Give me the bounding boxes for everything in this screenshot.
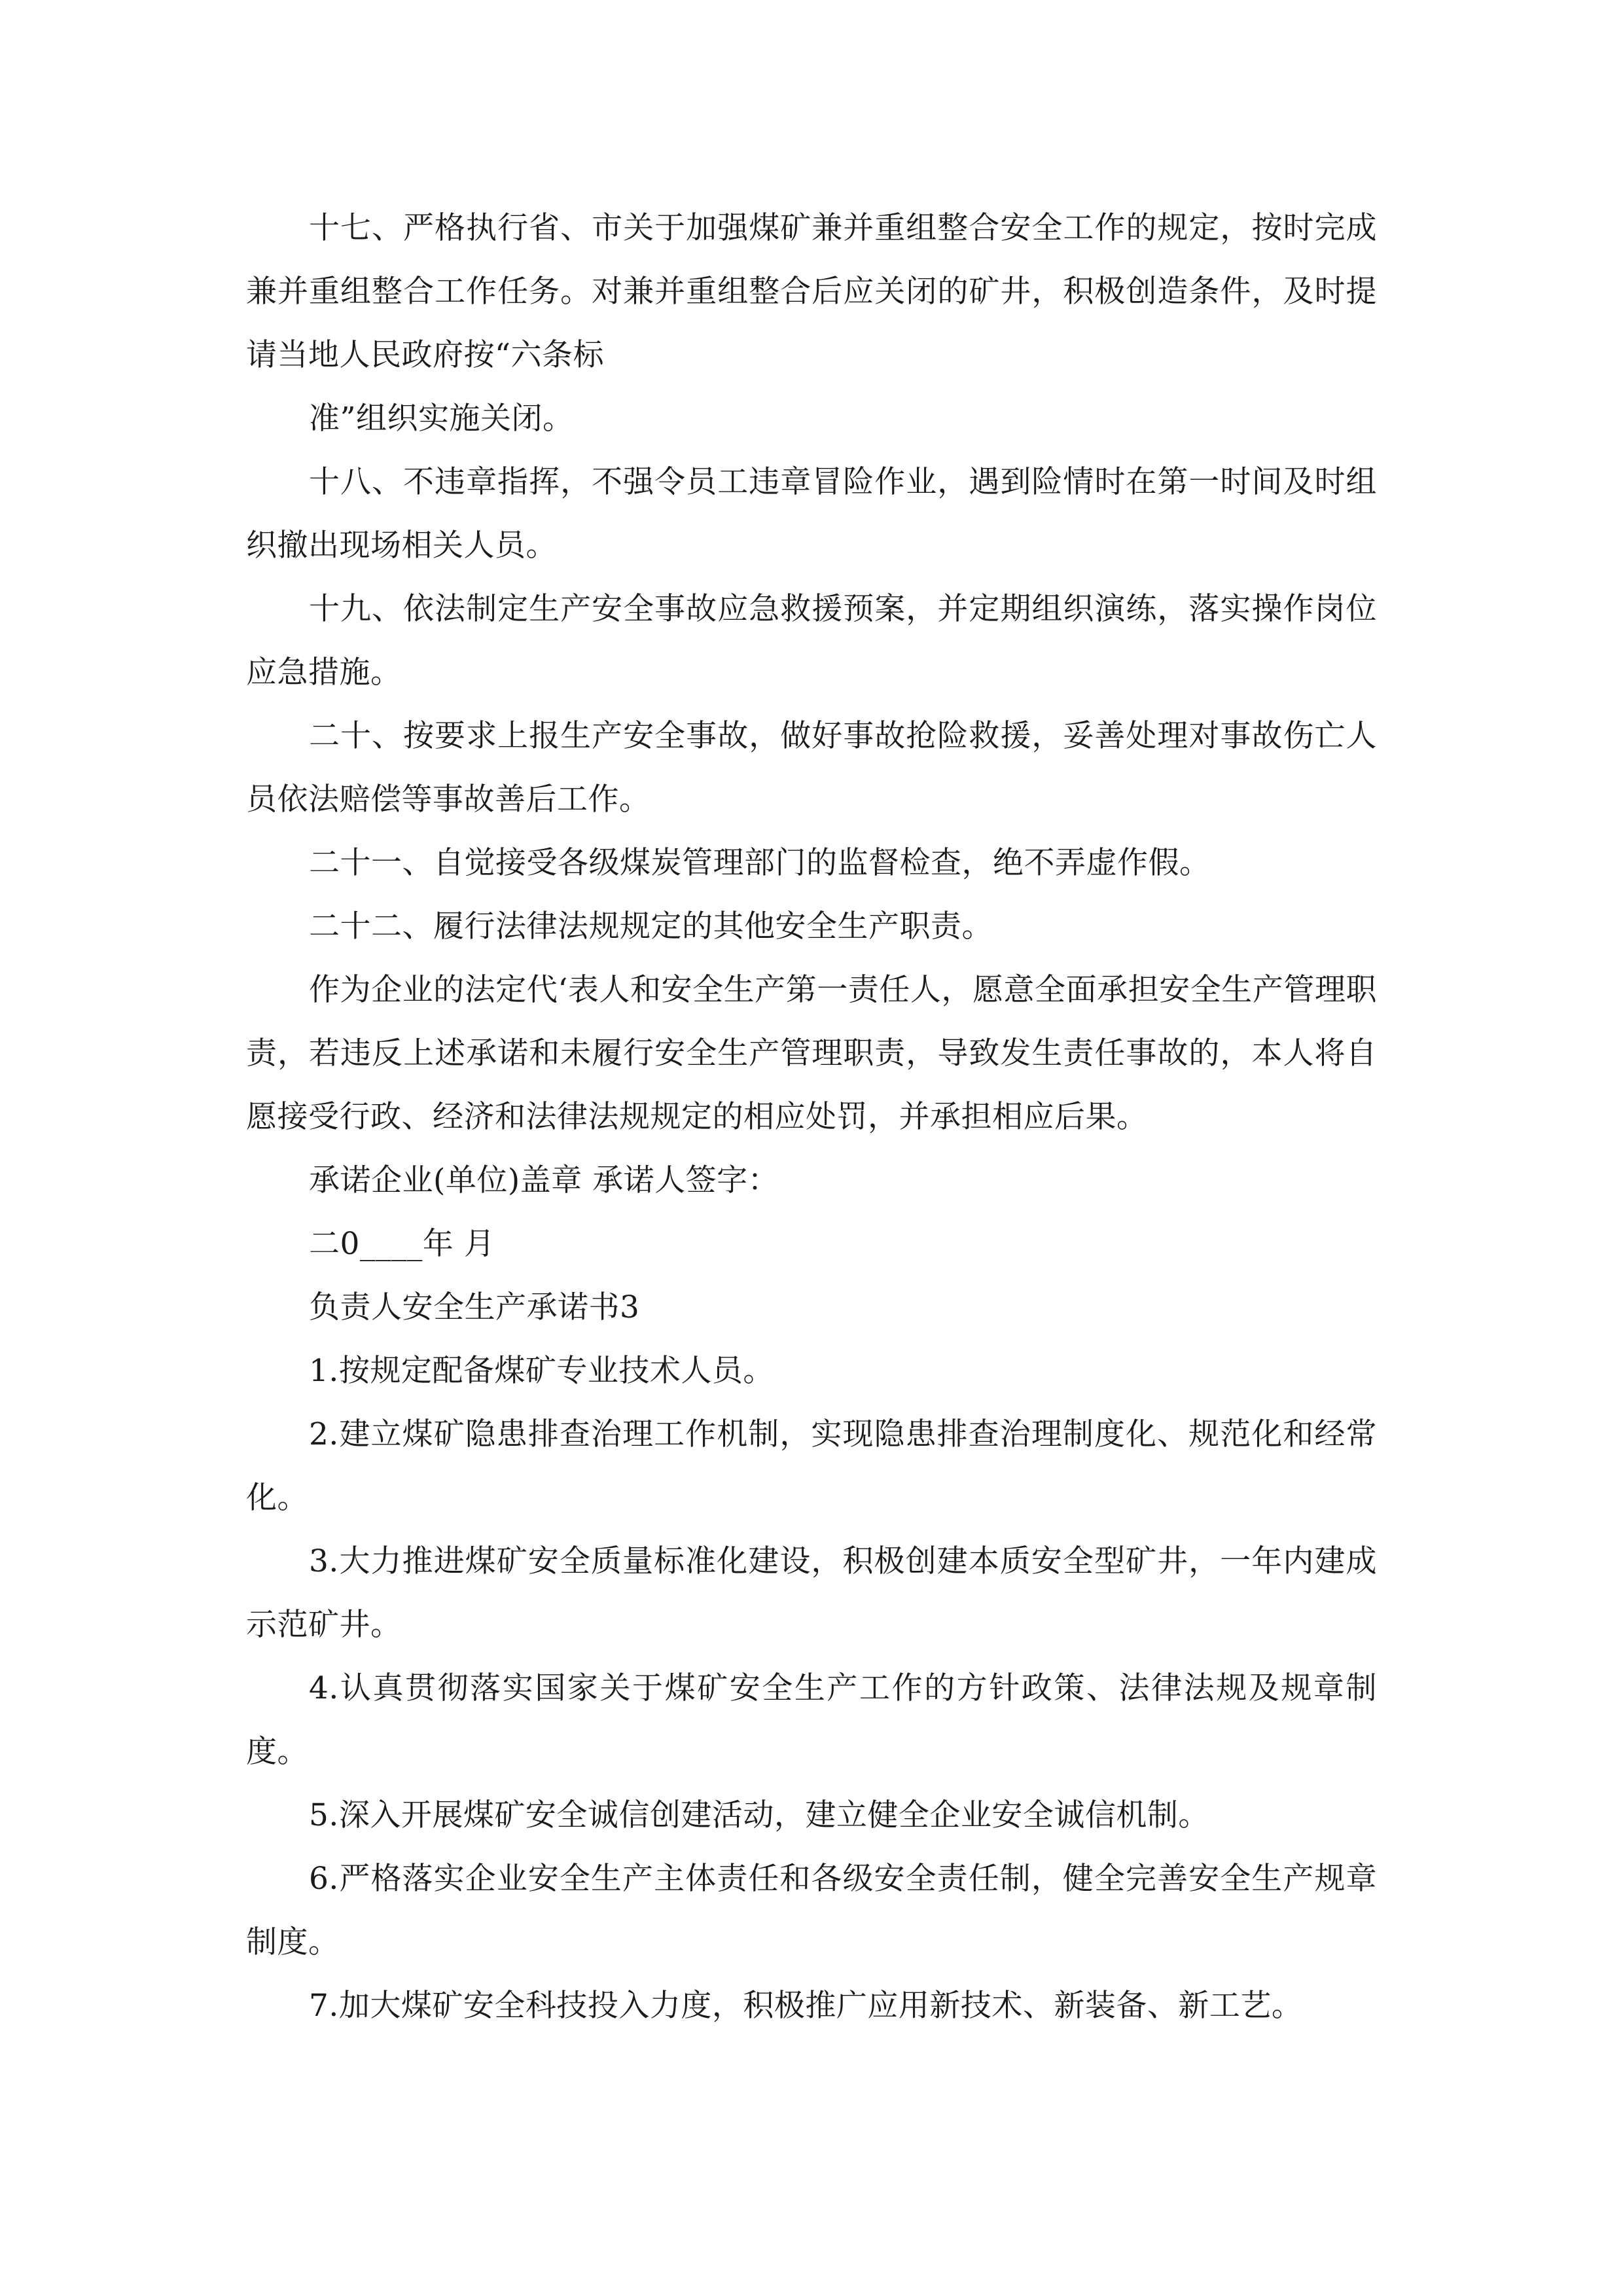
paragraph-18: 十八、不违章指挥，不强令员工违章冒险作业，遇到险情时在第一时间及时组织撤出现场相关人员。 [246, 464, 1377, 564]
date-line: 二0____年 月 [309, 1226, 495, 1262]
list-item-1: 1.按规定配备煤矿专业技术人员。 [309, 1353, 774, 1389]
list-item-7: 7.加大煤矿安全科技投入力度，积极推广应用新技术、新装备、新工艺。 [309, 1988, 1303, 2024]
paragraph-22: 二十二、履行法律法规规定的其他安全生产职责。 [309, 908, 993, 944]
list-item-6: 6.严格落实企业安全生产主体责任和各级安全责任制，健全完善安全生产规章制度。 [246, 1861, 1377, 1960]
commitment-statement: 作为企业的法定代‘表人和安全生产第一责任人，愿意全面承担安全生产管理职责，若违反上述承诺和未履行安全生产管理职责，导致发生责任事故的，本人将自愿接受行政、经济和法律法规规定的相应处罚，并承担相应后果。 [246, 972, 1377, 1135]
paragraph-17-continued: 准”组织实施关闭。 [309, 401, 574, 437]
list-item-2: 2.建立煤矿隐患排查治理工作机制，实现隐患排查治理制度化、规范化和经常化。 [246, 1416, 1377, 1516]
section-title: 负责人安全生产承诺书3 [309, 1289, 640, 1325]
document-page [246, 196, 1377, 2037]
paragraph-20: 二十、按要求上报生产安全事故，做好事故抢险救援，妥善处理对事故伤亡人员依法赔偿等事故善后工作。 [246, 718, 1377, 817]
paragraph-19: 十九、依法制定生产安全事故应急救援预案，并定期组织演练，落实操作岗位应急措施。 [246, 591, 1377, 691]
paragraph-21: 二十一、自觉接受各级煤炭管理部门的监督检查，绝不弄虚作假。 [309, 845, 1211, 881]
list-item-3: 3.大力推进煤矿安全质量标准化建设，积极创建本质安全型矿井，一年内建成示范矿井。 [246, 1543, 1377, 1643]
paragraph-17: 十七、严格执行省、市关于加强煤矿兼并重组整合安全工作的规定，按时完成兼并重组整合工作任务。对兼并重组整合后应关闭的矿井，积极创造条件，及时提请当地人民政府按“六条标 [246, 210, 1377, 373]
list-item-5: 5.深入开展煤矿安全诚信创建活动，建立健全企业安全诚信机制。 [309, 1797, 1209, 1833]
signature-line: 承诺企业(单位)盖章 承诺人签字： [309, 1162, 779, 1198]
list-item-4: 4.认真贯彻落实国家关于煤矿安全生产工作的方针政策、法律法规及规章制度。 [246, 1670, 1377, 1770]
